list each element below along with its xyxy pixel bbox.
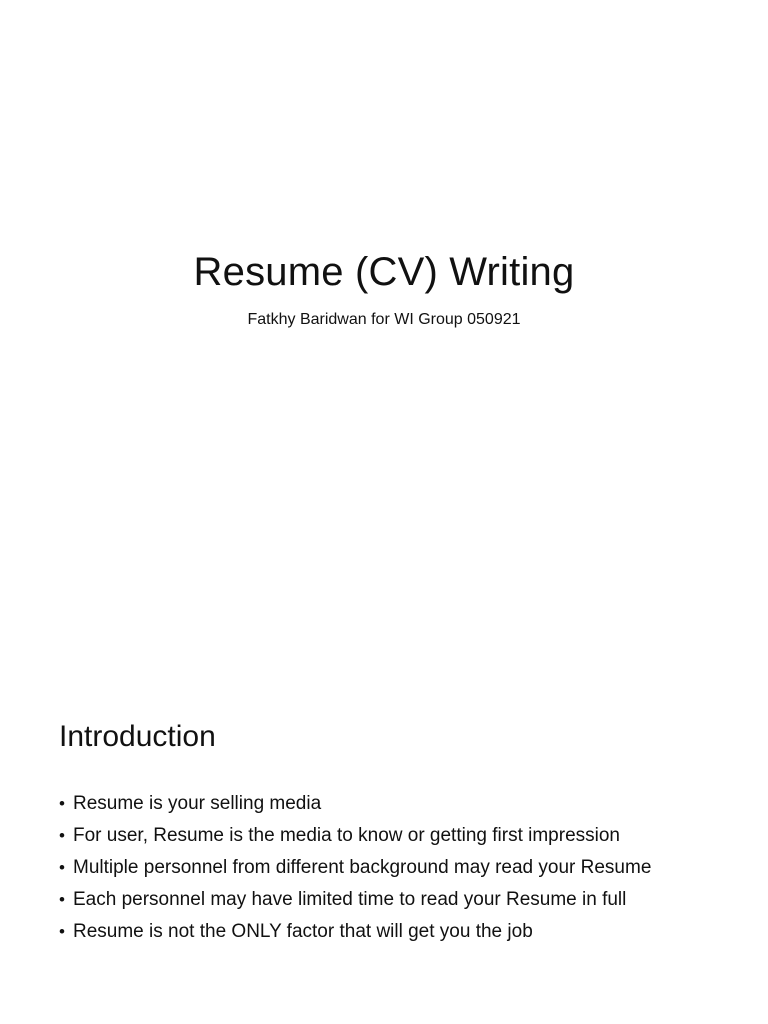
bullet-item <box>59 852 749 884</box>
bullet-icon: • <box>59 794 65 813</box>
bullet-item <box>59 820 749 852</box>
bullet-icon: • <box>59 890 65 909</box>
bullet-list <box>59 788 749 948</box>
bullet-icon: • <box>59 922 65 941</box>
introduction-slide <box>0 576 768 1024</box>
bullet-text: Each personnel may have limited time to read your Resume in full <box>73 889 627 910</box>
bullet-icon: • <box>59 826 65 845</box>
slide-title: Resume (CV) Writing <box>193 250 575 294</box>
slide-heading: Introduction <box>59 720 216 753</box>
bullet-text: For user, Resume is the media to know or getting first impression <box>73 825 621 846</box>
bullet-item <box>59 916 749 948</box>
slide-subtitle: Fatkhy Baridwan for WI Group 050921 <box>247 311 521 328</box>
bullet-text: Resume is your selling media <box>73 793 322 814</box>
bullet-text: Multiple personnel from different background may read your Resume <box>73 857 652 878</box>
bullet-text: Resume is not the ONLY factor that will get you the job <box>73 921 533 942</box>
bullet-item <box>59 884 749 916</box>
bullet-icon: • <box>59 858 65 877</box>
bullet-item <box>59 788 749 820</box>
